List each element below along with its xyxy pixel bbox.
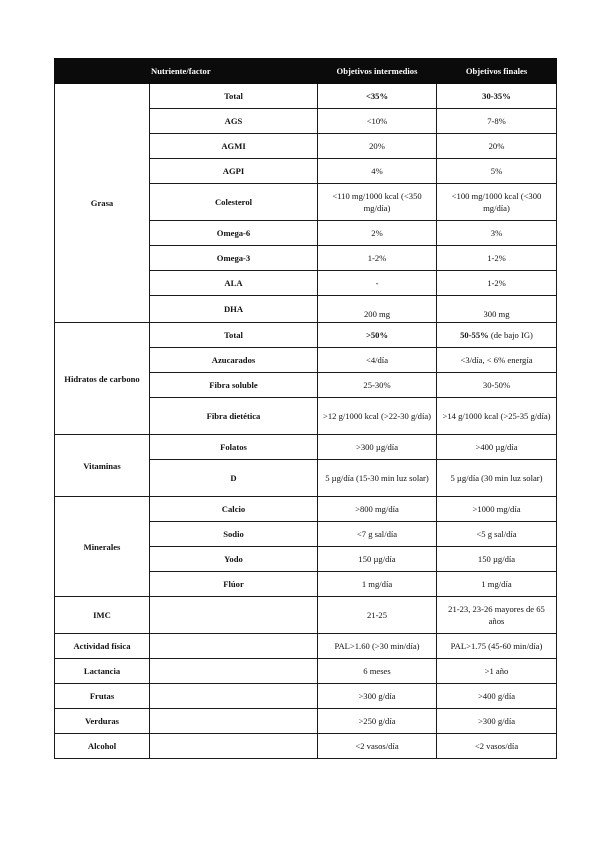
value-final: >400 g/día bbox=[437, 684, 557, 709]
table-row bbox=[55, 659, 557, 684]
row-label: Total bbox=[150, 323, 318, 348]
value-intermedio: <2 vasos/día bbox=[318, 734, 437, 759]
header-finales: Objetivos finales bbox=[437, 59, 557, 84]
row-label-lactancia: Lactancia bbox=[55, 659, 150, 684]
value-intermedio: 21-25 bbox=[318, 597, 437, 634]
row-label: Total bbox=[150, 84, 318, 109]
empty-cell bbox=[150, 684, 318, 709]
value-intermedio: 200 mg bbox=[318, 296, 437, 323]
row-label: Calcio bbox=[150, 497, 318, 522]
value-final: >1 año bbox=[437, 659, 557, 684]
nutrition-objectives-table bbox=[54, 58, 557, 759]
table-row bbox=[55, 684, 557, 709]
value-final: >400 µg/día bbox=[437, 435, 557, 460]
row-label-imc: IMC bbox=[55, 597, 150, 634]
value-intermedio: 150 µg/día bbox=[318, 547, 437, 572]
value-intermedio: <110 mg/1000 kcal (<350 mg/día) bbox=[318, 184, 437, 221]
value-intermedio: >250 g/día bbox=[318, 709, 437, 734]
header-nutriente: Nutriente/factor bbox=[55, 59, 318, 84]
empty-cell bbox=[150, 597, 318, 634]
empty-cell bbox=[150, 659, 318, 684]
row-label-frutas: Frutas bbox=[55, 684, 150, 709]
value-final-main: 50-55% bbox=[460, 330, 489, 340]
value-final: >300 g/día bbox=[437, 709, 557, 734]
value-intermedio: PAL>1.60 (>30 min/día) bbox=[318, 634, 437, 659]
value-intermedio: 1 mg/día bbox=[318, 572, 437, 597]
value-final: 1-2% bbox=[437, 271, 557, 296]
value-intermedio: - bbox=[318, 271, 437, 296]
row-label: Sodio bbox=[150, 522, 318, 547]
value-intermedio: <4/día bbox=[318, 348, 437, 373]
value-final: <100 mg/1000 kcal (<300 mg/día) bbox=[437, 184, 557, 221]
table-row bbox=[55, 634, 557, 659]
row-label: Colesterol bbox=[150, 184, 318, 221]
row-label: Yodo bbox=[150, 547, 318, 572]
value-final: 30-35% bbox=[437, 84, 557, 109]
value-final: 3% bbox=[437, 221, 557, 246]
row-label: Fibra dietética bbox=[150, 398, 318, 435]
value-final: 7-8% bbox=[437, 109, 557, 134]
row-label: Flúor bbox=[150, 572, 318, 597]
value-intermedio: 20% bbox=[318, 134, 437, 159]
value-final: <5 g sal/día bbox=[437, 522, 557, 547]
row-label: ALA bbox=[150, 271, 318, 296]
row-label: Omega-3 bbox=[150, 246, 318, 271]
value-intermedio: 4% bbox=[318, 159, 437, 184]
row-label-alcohol: Alcohol bbox=[55, 734, 150, 759]
value-final: <3/día, < 6% energía bbox=[437, 348, 557, 373]
value-final: PAL>1.75 (45-60 min/día) bbox=[437, 634, 557, 659]
row-label: D bbox=[150, 460, 318, 497]
value-final: 20% bbox=[437, 134, 557, 159]
group-label-vitaminas: Vitaminas bbox=[55, 435, 150, 497]
row-label: Fibra soluble bbox=[150, 373, 318, 398]
table-row bbox=[55, 323, 557, 348]
value-intermedio: >300 µg/día bbox=[318, 435, 437, 460]
value-final-note: (de bajo IG) bbox=[488, 330, 533, 340]
value-final: 150 µg/día bbox=[437, 547, 557, 572]
row-label: AGPI bbox=[150, 159, 318, 184]
empty-cell bbox=[150, 734, 318, 759]
table-header-row bbox=[55, 59, 557, 84]
value-intermedio: 5 µg/día (15-30 min luz solar) bbox=[318, 460, 437, 497]
value-final: 300 mg bbox=[437, 296, 557, 323]
value-final: <2 vasos/día bbox=[437, 734, 557, 759]
value-final: 30-50% bbox=[437, 373, 557, 398]
value-intermedio: >50% bbox=[318, 323, 437, 348]
group-label-minerales: Minerales bbox=[55, 497, 150, 597]
table-row bbox=[55, 84, 557, 109]
value-intermedio: >300 g/día bbox=[318, 684, 437, 709]
value-intermedio: <10% bbox=[318, 109, 437, 134]
table-row bbox=[55, 497, 557, 522]
header-intermedios: Objetivos intermedios bbox=[318, 59, 437, 84]
row-label: AGMI bbox=[150, 134, 318, 159]
value-intermedio: >12 g/1000 kcal (>22-30 g/día) bbox=[318, 398, 437, 435]
value-final: >1000 mg/día bbox=[437, 497, 557, 522]
table-row bbox=[55, 435, 557, 460]
value-final: 1 mg/día bbox=[437, 572, 557, 597]
row-label: Azucarados bbox=[150, 348, 318, 373]
row-label: DHA bbox=[150, 296, 318, 323]
row-label: Omega-6 bbox=[150, 221, 318, 246]
value-intermedio: <35% bbox=[318, 84, 437, 109]
value-final bbox=[437, 323, 557, 348]
value-intermedio: 25-30% bbox=[318, 373, 437, 398]
row-label: Folatos bbox=[150, 435, 318, 460]
value-final: 21-23, 23-26 mayores de 65 años bbox=[437, 597, 557, 634]
value-intermedio: 6 meses bbox=[318, 659, 437, 684]
value-intermedio: 2% bbox=[318, 221, 437, 246]
row-label-verduras: Verduras bbox=[55, 709, 150, 734]
value-intermedio: 1-2% bbox=[318, 246, 437, 271]
value-final: 5% bbox=[437, 159, 557, 184]
empty-cell bbox=[150, 634, 318, 659]
row-label: AGS bbox=[150, 109, 318, 134]
table-row bbox=[55, 597, 557, 634]
value-intermedio: >800 mg/día bbox=[318, 497, 437, 522]
value-final: 5 µg/día (30 min luz solar) bbox=[437, 460, 557, 497]
table-row bbox=[55, 734, 557, 759]
value-final: 1-2% bbox=[437, 246, 557, 271]
value-final: >14 g/1000 kcal (>25-35 g/día) bbox=[437, 398, 557, 435]
table-row bbox=[55, 709, 557, 734]
row-label-actividad: Actividad física bbox=[55, 634, 150, 659]
group-label-hidratos: Hidratos de carbono bbox=[55, 323, 150, 435]
group-label-grasa: Grasa bbox=[55, 84, 150, 323]
empty-cell bbox=[150, 709, 318, 734]
value-intermedio: <7 g sal/día bbox=[318, 522, 437, 547]
